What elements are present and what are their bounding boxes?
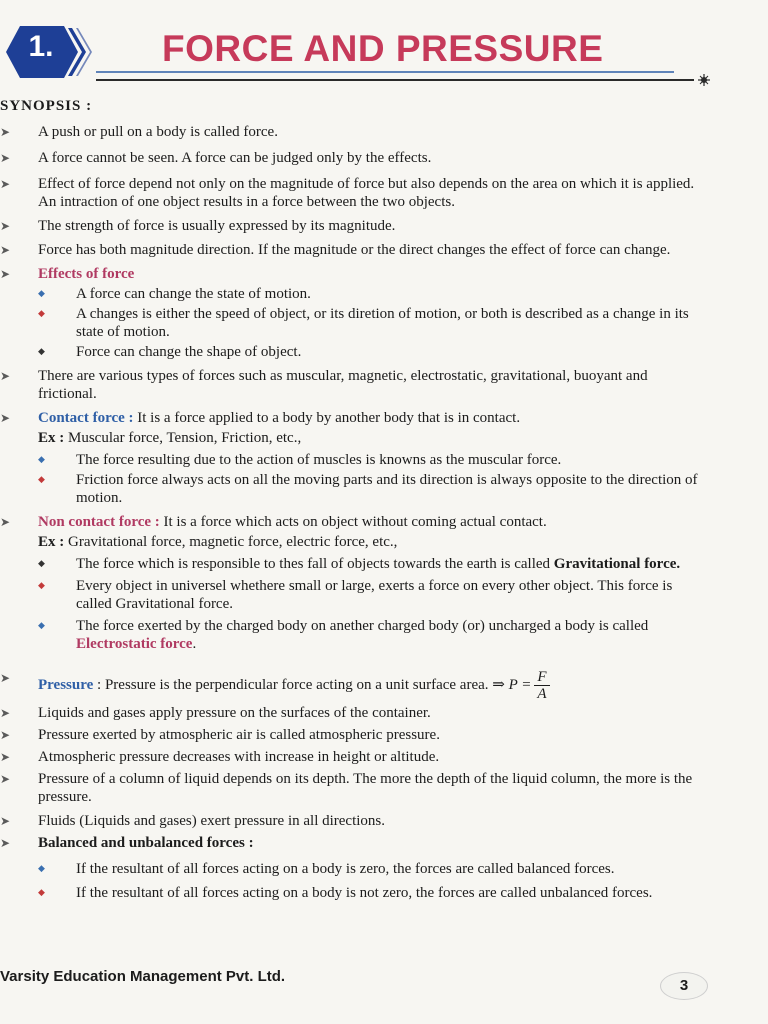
list-item: ◆ Friction force always acts on all the moving parts and its direction is always opposite to the direction of motion.: [38, 472, 698, 506]
list-item: ➤ Liquids and gases apply pressure on the surfaces of the container.: [0, 705, 431, 721]
list-item: ◆ The force which is responsible to thes fall of objects towards the earth is called Gravitational force.: [38, 556, 681, 572]
balanced-heading: ➤ Balanced and unbalanced forces :: [0, 835, 254, 851]
list-item: ➤ Force has both magnitude direction. If the magnitude or the direct changes the effect of force can change.: [0, 242, 671, 258]
list-item: ◆ Every object in universel whethere small or large, exerts a force on every other object. This force is called Gravitational force.: [38, 578, 673, 612]
arrow-bullet-icon: ➤: [0, 267, 11, 281]
chapter-header: [0, 0, 768, 95]
diamond-bullet-icon: ◆: [38, 309, 45, 319]
page-number: 3: [660, 972, 708, 1000]
synopsis-content: [0, 120, 768, 902]
non-contact-force-item: ➤ Non contact force : It is a force which acts on object without coming actual contact.: [0, 514, 547, 530]
chapter-number: 1.: [28, 30, 54, 63]
list-item: ➤ A push or pull on a body is called force.: [0, 124, 278, 140]
arrow-bullet-icon: ➤: [0, 125, 11, 139]
arrow-bullet-icon: ➤: [0, 515, 11, 529]
effects-heading: ➤ Effects of force: [0, 266, 135, 282]
arrow-bullet-icon: ➤: [0, 411, 11, 425]
diamond-bullet-icon: ◆: [38, 888, 45, 898]
pressure-item: ➤ Pressure : Pressure is the perpendicular force acting on a unit surface area. ⇒ P = $\frac{F}{A}$: [0, 669, 768, 702]
arrow-bullet-icon: ➤: [0, 706, 11, 720]
diamond-bullet-icon: ◆: [38, 559, 45, 569]
arrow-bullet-icon: ➤: [0, 814, 11, 828]
arrow-bullet-icon: ➤: [0, 728, 11, 742]
diamond-bullet-icon: ◆: [38, 475, 45, 485]
list-item: ◆ The force exerted by the charged body on anether charged body (or) uncharged a body is called Electrostatic force.: [38, 618, 649, 652]
non-contact-force-example: Ex : Gravitational force, magnetic force, electric force, etc.,: [38, 534, 398, 550]
list-item: ◆ If the resultant of all forces acting on a body is zero, the forces are called balanced forces.: [38, 861, 615, 877]
diamond-bullet-icon: ◆: [38, 347, 45, 357]
list-item: ➤ Atmospheric pressure decreases with increase in height or altitude.: [0, 749, 440, 765]
list-item: ◆ The force resulting due to the action of muscles is knowns as the muscular force.: [38, 452, 562, 468]
diamond-bullet-icon: ◆: [38, 581, 45, 591]
arrow-bullet-icon: ➤: [0, 772, 11, 786]
list-item: ◆ If the resultant of all forces acting on a body is not zero, the forces are called unbalanced forces.: [38, 885, 653, 901]
list-item: ➤ Pressure of a column of liquid depends on its depth. The more the depth of the liquid column, the more is the pressure.: [0, 771, 693, 805]
diamond-bullet-icon: ◆: [38, 455, 45, 465]
diamond-bullet-icon: ◆: [38, 621, 45, 631]
list-item: ➤ A force cannot be seen. A force can be judged only by the effects.: [0, 150, 432, 166]
synopsis-heading: SYNOPSIS :: [0, 98, 93, 114]
contact-force-item: ➤ Contact force : It is a force applied to a body by another body that is in contact.: [0, 410, 521, 426]
arrow-bullet-icon: ➤: [0, 750, 11, 764]
page-title: FORCE AND PRESSURE: [162, 28, 604, 69]
list-item: ➤ The strength of force is usually expressed by its magnitude.: [0, 218, 396, 234]
pressure-formula: P =: [508, 676, 532, 693]
list-item: ➤ There are various types of forces such as muscular, magnetic, electrostatic, gravitational, buoyant and frictional.: [0, 368, 648, 402]
diamond-bullet-icon: ◆: [38, 864, 45, 874]
arrow-bullet-icon: ➤: [0, 836, 11, 850]
arrow-bullet-icon: ➤: [0, 369, 11, 383]
publisher-footer: Varsity Education Management Pvt. Ltd.: [0, 968, 286, 985]
list-item: ◆ A changes is either the speed of object, or its diretion of motion, or both is described as a change in its state of motion.: [38, 306, 689, 340]
list-item: ◆ Force can change the shape of object.: [38, 344, 302, 360]
arrow-bullet-icon: ➤: [0, 671, 11, 685]
list-item: ◆ A force can change the state of motion.: [38, 286, 311, 302]
pressure-fraction: $\frac{F}{A}$: [534, 669, 549, 702]
diamond-bullet-icon: ◆: [38, 289, 45, 299]
list-item: ➤ Fluids (Liquids and gases) exert pressure in all directions.: [0, 813, 386, 829]
arrow-bullet-icon: ➤: [0, 177, 11, 191]
arrow-bullet-icon: ➤: [0, 219, 11, 233]
list-item: ➤ Effect of force depend not only on the magnitude of force but also depends on the area on which it is applied. An intraction of one object results in a force between the two objects.: [0, 176, 695, 210]
title-underline: [96, 62, 716, 92]
arrow-bullet-icon: ➤: [0, 151, 11, 165]
arrow-bullet-icon: ➤: [0, 243, 11, 257]
star-icon: [698, 74, 710, 86]
contact-force-example: Ex : Muscular force, Tension, Friction, etc.,: [38, 430, 302, 446]
list-item: ➤ Pressure exerted by atmospheric air is called atmospheric pressure.: [0, 727, 440, 743]
